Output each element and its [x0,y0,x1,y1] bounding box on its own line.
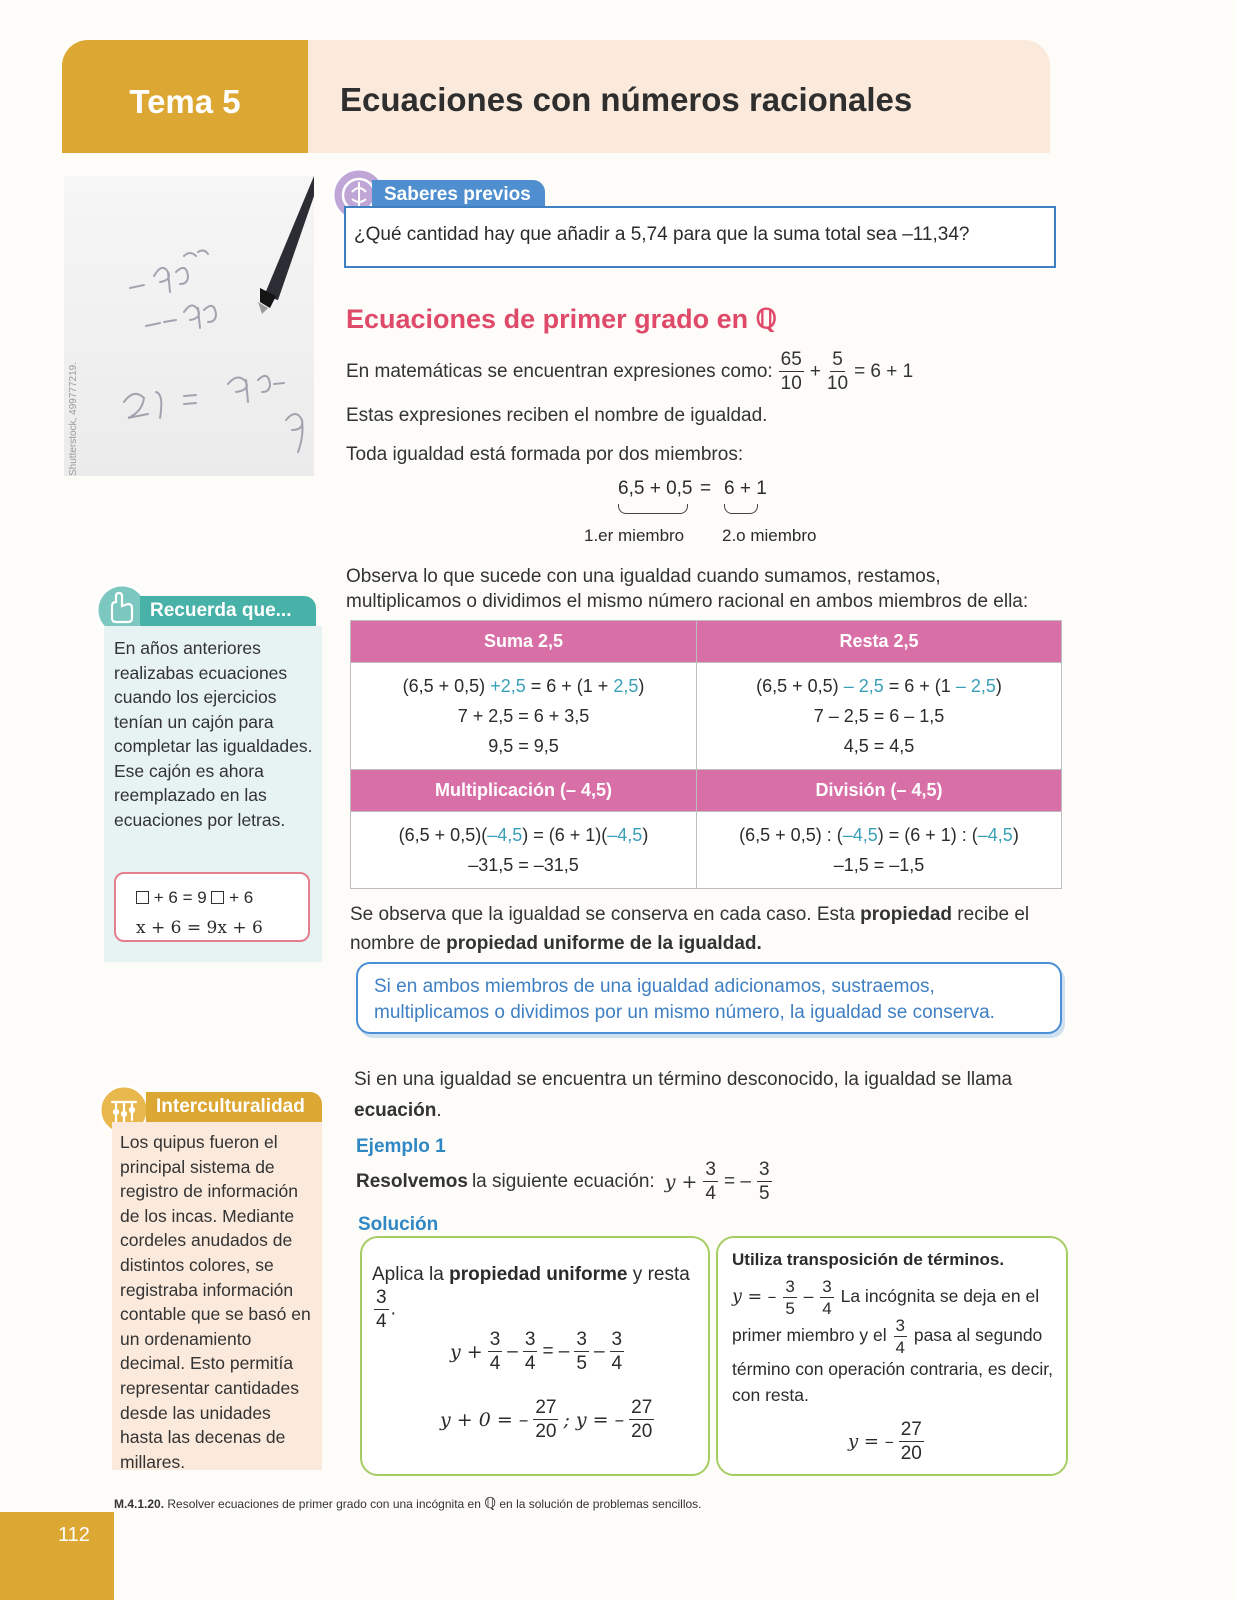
fraction [779,350,804,393]
fraction [820,1278,833,1317]
plus-sign: + [809,360,821,382]
expr: ) = (6 + 1) : ( [877,825,978,845]
page-title: Ecuaciones con números racionales [340,80,913,118]
numerator: 3 [611,1329,623,1350]
denominator: 20 [631,1421,653,1442]
fraction [899,1420,924,1463]
tema-box [62,40,308,153]
solucion-label: Solución [358,1214,439,1235]
highlight: – 2,5 [955,676,996,696]
solution-right-title: Utiliza transposición de términos. [732,1250,1005,1269]
expr: (6,5 + 0,5)( [398,825,488,845]
suma-line1 [351,671,696,701]
brace [618,504,688,514]
highlight: –4,5 [977,825,1013,845]
text: Si en una igualdad se encuentra un término desconocido, la igualdad se llama [354,1069,1013,1090]
numerator: 3 [489,1329,501,1350]
saberes-previos-question: ¿Qué cantidad hay que añadir a 5,74 para que la suma total sea –11,34? [344,206,1056,268]
expr: (6,5 + 0,5) : ( [739,825,843,845]
solution-left-text [372,1262,690,1331]
equation-part: y + [450,1340,483,1363]
expr: = 6 + (1 + [530,676,609,696]
denominator: 20 [535,1421,557,1442]
numerator: 3 [822,1277,832,1296]
math-photo [64,176,314,476]
fraction [488,1330,503,1373]
expr: ) [1012,825,1019,845]
numerator: 3 [524,1329,536,1350]
denominator: 4 [376,1311,387,1332]
member2-label: 2.o miembro [722,526,817,545]
empty-box-icon [211,891,224,904]
text: la siguiente ecuación: [471,1170,655,1192]
resolvemos-line [356,1160,774,1203]
equation-definition [354,1064,1062,1126]
tema-label: Tema 5 [129,82,241,120]
denominator: 4 [524,1353,536,1374]
equation-part: + 6 = 9 [153,888,207,907]
div-line1 [697,820,1061,850]
brace [724,504,758,514]
equation-part: y + [664,1170,698,1193]
suma-header: Suma 2,5 [351,621,697,663]
expr: ) [638,676,645,696]
title-box [308,40,1050,153]
igualdad-line: Estas expresiones reciben el nombre de igualdad. [346,405,768,426]
suma-cell [351,663,697,770]
fraction [574,1330,589,1373]
members-diagram [584,478,844,548]
numerator: 27 [631,1397,653,1418]
resta-line2: 7 – 2,5 = 6 – 1,5 [813,706,945,726]
operations-table [350,620,1062,889]
fraction [533,1398,558,1441]
mult-line2: –31,5 = –31,5 [468,855,579,875]
recuerda-panel [104,626,322,962]
ejemplo-label: Ejemplo 1 [356,1136,446,1157]
equation-part: = – [723,1170,751,1192]
div-cell [697,812,1062,889]
bold-text: propiedad uniforme [449,1264,628,1285]
interculturalidad-panel [112,1122,322,1470]
handwriting-photo-image [64,176,314,476]
denominator: 10 [826,373,849,394]
pen-icon [258,176,314,314]
equation-part: – [507,1340,518,1362]
page-header [62,40,1050,153]
box-equations [114,872,310,942]
suma-line2: 7 + 2,5 = 6 + 3,5 [457,706,590,726]
suma-line3: 9,5 = 9,5 [488,736,559,756]
member1-expr: 6,5 + 0,5 [618,478,693,499]
div-line2: –1,5 = –1,5 [833,855,925,875]
code: M.4.1.20. [114,1497,165,1511]
text: Aplica la [372,1264,450,1285]
equation-part: – [803,1286,814,1307]
denominator: 5 [758,1183,770,1204]
expr: = 6 + (1 [888,676,951,696]
highlight: 2,5 [613,676,639,696]
expr: (6,5 + 0,5) [402,676,486,696]
text: Se observa que la igualdad se conserva en cada caso. Esta [350,904,861,925]
rule-box: Si en ambos miembros de una igualdad adicionamos, sustraemos, multiplicamos o dividimos por un mismo número, la igualdad se conserva. [356,962,1062,1034]
curriculum-code [114,1494,702,1512]
denominator: 5 [785,1299,795,1318]
resta-line3: 4,5 = 4,5 [843,736,915,756]
fraction [374,1288,389,1331]
fraction [629,1398,654,1441]
numerator: 3 [758,1159,770,1180]
resta-header: Resta 2,5 [697,621,1062,663]
numerator: 5 [832,349,843,370]
highlight: –4,5 [487,825,523,845]
solution-left-box [360,1236,710,1476]
bold-text: ecuación [354,1100,437,1121]
expr: ) [642,825,649,845]
intro-line [346,350,913,393]
denominator: 10 [780,373,802,394]
solution-left-eq2 [440,1398,656,1441]
rationals-symbol: ℚ [484,1495,497,1512]
denominator: 4 [611,1353,623,1374]
fraction [783,1278,796,1317]
mult-line1 [351,820,696,850]
highlight: –4,5 [842,825,878,845]
page-number-box [0,1512,114,1600]
numerator: 3 [576,1329,587,1350]
denominator: 4 [895,1338,905,1357]
denominator: 20 [900,1443,922,1464]
fraction [827,350,848,393]
highlight: +2,5 [490,676,526,696]
equation-part: ; y = – [563,1408,625,1431]
solution-right-box [716,1236,1068,1476]
fraction [894,1317,907,1356]
numerator: 27 [535,1397,557,1418]
numerator: 3 [705,1159,716,1180]
text: y resta [627,1264,690,1285]
interculturalidad-text: Los quipus fueron el principal sistema de registro de información de los incas. Mediante cordeles anudados de distintos colores, se registraba información contable que se basó en un ordenamiento decimal. Esto permitía representar cantidades desde las unidades hasta las decenas de millares. [120,1132,311,1472]
member2-expr: 6 + 1 [724,478,767,499]
div-header: División (– 4,5) [697,770,1062,812]
highlight: – 2,5 [843,676,884,696]
solution-right-text [732,1278,1058,1408]
equals-sign: = [700,478,712,499]
numerator: 27 [900,1419,922,1440]
empty-box-icon [136,891,149,904]
intro-text: En matemáticas se encuentran expresiones como: [346,360,773,382]
resta-cell [697,663,1062,770]
page-number: 112 [58,1524,90,1546]
box-equation-line [136,882,308,913]
observa-paragraph: Observa lo que sucede con una igualdad cuando sumamos, restamos, multiplicamos o dividimos el mismo número racional en ambos miembros de ella: [346,566,1029,612]
text: . [390,1298,396,1320]
recuerda-text: En años anteriores realizabas ecuaciones cuando los ejercicios tenían un cajón para completar las igualdades. Ese cajón es ahora reemplazado en las ecuaciones por letras. [114,638,313,830]
fraction [523,1330,538,1373]
highlight: –4,5 [607,825,643,845]
text: recibe el nombre de [350,904,1030,954]
recuerda-tab: Recuerda que... [140,596,316,626]
mult-header: Multiplicación (– 4,5) [351,770,697,812]
variable-equation-line: x + 6 = 9x + 6 [136,918,263,938]
solution-right-result [848,1420,926,1463]
numerator: 3 [895,1316,905,1335]
equation-part: + 6 [229,888,254,907]
denominator: 4 [822,1299,832,1318]
equation-part: y + 0 = – [440,1408,529,1431]
member1-label: 1.er miembro [584,526,685,545]
expr: ) = (6 + 1)( [522,825,608,845]
expr: ) [995,676,1002,696]
bold-text: propiedad [860,904,953,925]
denominator: 5 [576,1353,587,1374]
denominator: 4 [489,1353,501,1374]
resta-line1 [697,671,1061,701]
expr: (6,5 + 0,5) [756,676,839,696]
saberes-previos-tab: Saberes previos [372,180,545,210]
fraction [757,1160,772,1203]
section-heading: Ecuaciones de primer grado en ℚ [346,304,777,334]
equation-part: y = – [732,1287,777,1308]
text: Resolver ecuaciones de primer grado con una incógnita en [164,1497,485,1511]
conclusion-paragraph [350,900,1062,958]
photo-credit: Shutterstock, 499777219. [68,362,79,476]
denominator: 4 [705,1183,716,1204]
numerator: 3 [785,1277,795,1296]
equation-part: – [593,1340,605,1362]
fraction [703,1160,718,1203]
numerator: 65 [780,349,802,370]
fraction [610,1330,625,1373]
intro-rhs: = 6 + 1 [854,360,914,382]
numerator: 3 [376,1287,387,1308]
bold-text: Resolvemos [356,1170,468,1192]
equation-part: y = – [848,1431,894,1452]
text: pasa al segundo término con operación contraria, es decir, con resta. [732,1325,1053,1405]
text: en la solución de problemas sencillos. [496,1497,702,1511]
bold-text: propiedad uniforme de la igualdad. [446,933,762,954]
miembros-line: Toda igualdad está formada por dos miembros: [346,444,744,465]
equation-part: = – [542,1340,570,1362]
text: . [436,1100,442,1121]
mult-cell [351,812,697,889]
solution-left-eq1 [450,1330,626,1373]
interculturalidad-tab: Interculturalidad [146,1092,322,1122]
text: La incógnita se deja en el primer miembro y el [732,1286,1040,1346]
